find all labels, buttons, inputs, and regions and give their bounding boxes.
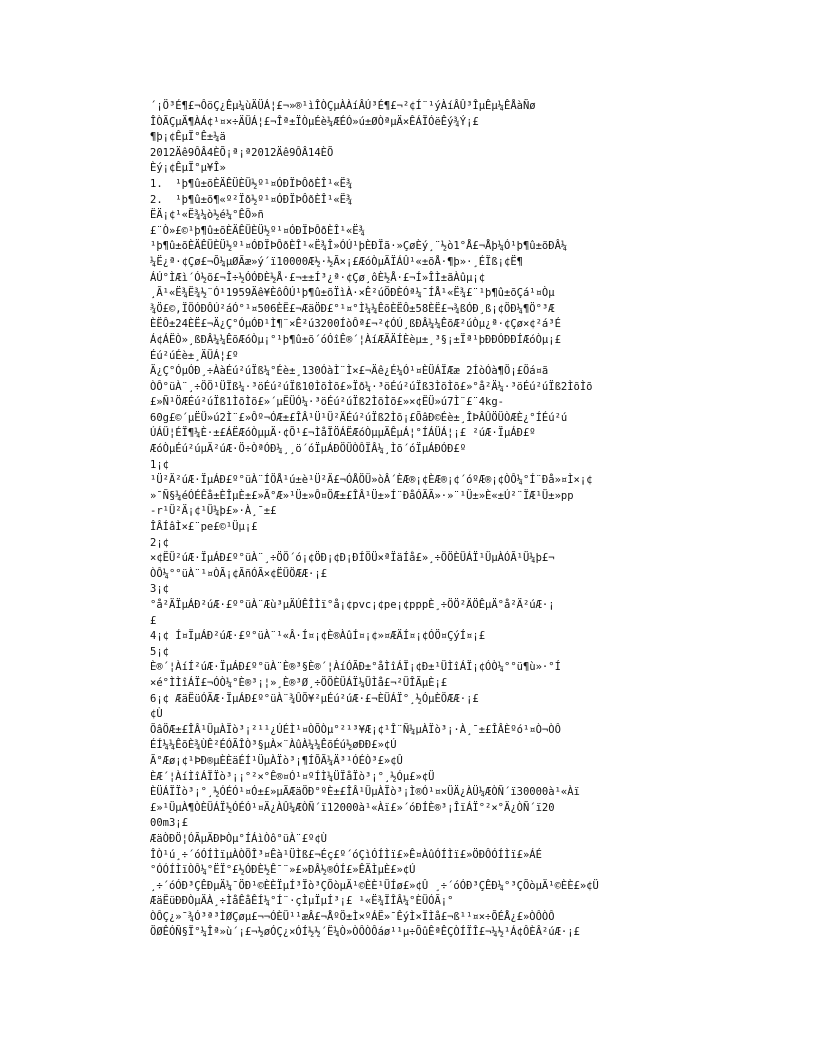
text-line: ÈËÔ±24ÈË£¬Ä¿Ç°ÓµÓÐ¹Ì¶¨×Ê²ú3200ÍòÔª£¬²¢ÓÚ¸ßÐÂ¼¼ÊõÆ²úÒµ¿ª·¢Çø×¢²á³É (150, 318, 561, 331)
text-line: ¹Ü²Ä²úÆ·ÏµÁÐ£º°üÀ¨ÍÖÅ¹ú±è¹Ü²Ä£¬ÓÅÖÜ»òÂ´ÈÆ®¡¢ÈÆ®¡¢´óºÆ®¡¢ÒÔ¼°Í¨Ðå»¤Ì×¡¢ (150, 474, 593, 487)
text-line: ÁÚ°ÌÆì´Ó½õ£¬Î÷½ÓÓÐÈ½Å·£¬±±Í³¿ª·¢Çø¸ôÈ½Å·£¬Í»ÎÌ±ãÀûµ¡¢ (150, 271, 486, 284)
text-line: Ä¿Ç°ÓµÓÐ¸÷ÀàÉú²úÏß¼°Éè±¸130ÓàÌ¨Ì×£¬Äê¿É¼Ó¹¤ÈÜÁÏÆæ 2ÍòÓà¶Ö¡£Öá¤ã (150, 365, 549, 378)
text-line: ¢Ù (150, 708, 163, 721)
text-line: ¹þ¶û±õÈÄÊÜÈÜ½º¹¤ÓÐÏÞÔðÈÎ¹«Ë¾Î»ÓÚ¹þÈÐÏã·»ÇøÈý¸¨½ò1°Å£¬Åþ¼Ó¹þ¶û±õÐÂ¼ (150, 240, 568, 253)
text-line: ÈÜÁÏÏò³¡°¸½ÓÉÓ¹¤Ó±£»µÃÆäÖÐ°ºÈ±£ÎÂ¹ÜµÀÏò³¡Ì®Ó¹¤×ÜÄ¿ÀÜ¼ÆÒÑ´ï30000à¹«Àï (150, 786, 580, 799)
text-line: 2¡¢ (150, 536, 169, 549)
text-line: £¨Ò»£©¹þ¶û±õÈÄÊÜÈÜ½º¹¤ÓÐÏÞÔðÈÎ¹«Ë¾ (150, 224, 365, 237)
text-line: -r¹Ü²Ä¡¢¹Ü¼þ£»·À¸¯±£ (150, 505, 277, 518)
text-line: 00m3¡£ (150, 817, 188, 830)
text-line: ÖØÊÓÑ§Ï°¼Îª»ù´¡£¬½øÓÇ¿×ÓÍ½½´Ë¼Ò»ÒÔÒÔáø¹¹µ÷ÕûÊªÊÇÒÍÏÎ£¬¼½¹Á¢ÔÈÂ²úÆ·¡£ (150, 926, 580, 939)
text-line: ×é°ÌÌîÁÏ£¬ÓÒ¼°È®³¡¦»¸È®³Ø¸÷ÖÖÈÜÁÏ¼ÜÌå£¬²ÜÎÃµÈ¡£ (150, 676, 448, 689)
text-line: ÒÔÇ¿»¯¾Ó³ª³ÌØÇøµ£¬¬ÓÈÜ¹¹æÂ£¬ÅºÖ±Ì×ºÁË»¯ÊýÌ×ÏÌå£¬ß¹¹¤×÷ÕÉÅ¿£»ÒÔÒÔ (150, 910, 555, 923)
text-line: ÆóÒµÉú²úµÄ²úÆ·Ö÷ÒªÓÐ¼¸¸ö´óÏµÁÐÖÜÒÔÏÂ¼¸Ìõ´óÏµÁÐÓÐ£º (150, 443, 467, 456)
text-line: ´¡Ö³É¶£¬ÔöÇ¿Êµ¼ùÄÜÁ¦£¬»®¹ìÎÒÇµÀÀíÂÚ³É¶£¬²¢Í¨¹ýÀíÂÛ³ÎµÊµ¼ÊÅàÑø (150, 100, 536, 112)
text-line: £»¹ÜµÀ¶ÒÈÜÁÏ½ÓÉÓ¹¤Ä¿ÀÛ¼ÆÒÑ´ï12000à¹«Àï£»´óÐÍÈ®³¡ÎïÁÏ°²×°Ä¿ÒÑ´ï20 (150, 801, 555, 814)
text-line: Éú²úÉè±¸ÄÜÁ¦£º (150, 349, 239, 362)
body-text (150, 99, 690, 941)
text-line: £ (150, 614, 157, 627)
text-line: 5¡¢ (150, 645, 169, 658)
text-line: °å²ÄÏµÁÐ²úÆ·£º°üÀ¨Æù³µÄÚÊÎÌï°å¡¢pvc¡¢pe¡¢pppÈ¸÷ÖÖ²ÄÖÊµÄ°å²Ä²úÆ·¡ (150, 599, 555, 611)
text-line: ÈÆ´¦ÀíÌîÁÏÏò³¡¡°²×°Ê®¤Ó¹¤ºÍÌ¼ÜÏåÏò³¡°¸½Óµ£»¢Ü (150, 770, 435, 783)
text-line: ÒÔ¼°°üÀ¨¹¤ÒÃ¡¢ÃñÓÃ×¢ËÜÖÆÆ·¡£ (150, 567, 328, 580)
text-line: °ÓÓÍÌïÒÔ¼°ËÏ°£½ÓÐÈ½Ê¯¨»£»ÐÂ½®ÓÍ£»ÊÄÌµÈ£»¢Ú (150, 864, 416, 877)
text-line: 4¡¢ Í¤ÏµÁÐ²úÆ·£º°üÀ¨¹«Â·Í¤¡¢È®ÀûÍ¤¡¢»¤ÆÄÍ¤¡¢ÓÖ¤ÇýÍ¤¡£ (150, 630, 486, 643)
text-line: 1. ¹þ¶û±õÈÄÊÜÈÜ½º¹¤ÓÐÏÞÔðÈÎ¹«Ë¾ (150, 177, 353, 190)
text-line: 2. ¹þ¶û±õ¶«º²Ïð½º¹¤ÓÐÏÞÔðÈÎ¹«Ë¾ (150, 193, 353, 206)
text-line: 3¡¢ (150, 583, 169, 596)
text-line: ÉÍ¼¼ÊõÈ¾ÙÊ²ÉÓÃÎÒ³§µÀ×¨ÀûÀ¼¼ÊõÉú½øÐÐ£»¢Ú (150, 739, 397, 752)
text-line: »¯Ñ§¼éÓÉÊå±ÈÎµÈ±£»Ã°Æ»¹Ü±»Ô¤ÖÆ±£ÎÂ¹Ü±»Í¨ÐåÓÃÃ»·»¨¹Ü±»È«±Ú²¨ÏÆ¹Ü±»pp (150, 489, 574, 502)
text-line: ÕâÖÆ±£ÎÂ¹ÜµÀÏò³¡²¹¹¿ÚÉÌ¹¤ÒÕÒµ°²¹³¥Æ¡¢¹Î¨Ñ¼µÀÏò³¡·À¸¯±£ÎÂÈºó¹¤Ò¬ÒÔ (150, 723, 561, 736)
text-line: ×¢ËÜ²úÆ·ÏµÁÐ£º°üÀ¨¸÷ÖÖ´ó¡¢ÖÐ¡¢Ð¡ÐÍÖÜ×ªÏäÍå£»¸÷ÖÖÈÜÁÏ¹ÜµÀÓÃ¹Ü¼þ£¬ (150, 552, 555, 565)
text-line: È®´¦ÀíÍ²úÆ·ÏµÁÐ£º°üÀ¨È®³§È®´¦ÀíÓÃÐ±°åÌîÁÏ¡¢Ð±¹ÜÌîÁÏ¡¢ÓÒ¼°°ü¶ù»·°Í (150, 661, 561, 674)
text-line: 60g£©´µËÜ»ú2Ì¨£»Ôº¬ÓÆ±£ÎÂ¹Ü¹Ü²ÄÉú²úÏß2Ìõ¡£ÕâÐ©Éè±¸ÎÞÂÛÖÜÒÆÈ¿°ÍÉú²ú (150, 411, 568, 424)
text-line: ÚÁÜ¦ÉÏ¶¼È·±£ÁËÆóÒµµÄ·¢Õ¹£¬ÌåÏÖÁËÆóÒµµÄÊµÁ¦°ÍÁÜÁ¦¡£ ²úÆ·ÏµÁÐ£º (150, 427, 536, 440)
text-line: ¼Ë¿ª·¢Çø£¬Õ¼µØÃæ»ý´ï10000Æ½·½Ã×¡£ÆóÒµÃÏÁÛ¹«±õÅ·¶þ»·¸ÉÏß¡¢Ë¶ (150, 255, 523, 268)
text-line: 1¡¢ (150, 458, 169, 471)
text-line: ÎÂÍâÌ×£¨pe£©¹Üµ¡£ (150, 521, 258, 534)
text-line: ËÄ¡¢¹«Ë¾¼ò½é¼°ÊÕ»ñ (150, 209, 264, 222)
text-line: Ã°Æø¡¢¹ÞÐ®µÈÈäÉÍ¹ÜµÀÏò³¡¶ÍÕÃ¼Ä³¹ÓÉÒ³£»¢Û (150, 754, 403, 767)
text-line: ÎÒ¹ú¸÷´óÓÍÌïµÀÒÖÎ³¤Êà¹ÜÌß£¬Éç£º´óÇìÓÍÌï£»Ê¤ÀûÓÍÌï£»ÖÐÔÓÍÌï£»ÁÉ (150, 848, 542, 861)
text-line: 2012Äê9ÔÂ4ÈÕ¡ª¡ª2012Äê9ÔÂ14ÈÕ (150, 146, 334, 159)
text-line: ÎÒÃÇµÄ¶ÀÁ¢¹¤×÷ÄÜÁ¦£¬Îª±ÏÒµÉè¼ÆÉÓ»ú±ØÒªµÄ×ÊÁÏÓëÊý¾Ý¡£ (150, 115, 479, 128)
text-line: 6¡¢ ÆäËüÓÃÆ·ÏµÁÐ£º°üÀ¨¾ÛÕ¥²µÉú²úÆ·£¬ÈÜÁÏ°¸½ÓµÈÖÆÆ·¡£ (150, 692, 479, 705)
text-line: ÆäËüÐÐÒµÄÀ¸÷ÌåÊåÊÍ¼°Í¨·çÌµÏµÍ³¡£ ¹«Ë¾ÏÎÂ¼°ÈÜÓÃ¡° (150, 895, 454, 908)
text-line: ¶þ¡¢ÊµÏ°Ê±¼ä (150, 131, 226, 144)
text-line: £»Ñ¹ÖÆÉú²úÏß1ÌõÌõ£»´µËÜÓ¼·³öÉú²úÏß2ÌõÌõ£»×¢ËÜ»ú7Ì¨£¨4kg- (150, 396, 505, 409)
text-line: ÆäÒÐÖ¦ÓÃµÄÐÞÒµ°ÍÁìÒô°üÀ¨£º¢Ù (150, 832, 328, 845)
text-line: ¸÷´óÓÐ³ÇÊÐµÄ¼¯ÖÐ¹©ÈÈÏµÍ³Ïò³ÇÕòµÄ¹©ÈÈ¹ÜÍø£»¢Û ¸÷´óÓÐ³ÇÊÐ¼°³ÇÕòµÄ¹©ÈÈ£»¢Ü (150, 879, 599, 892)
text-line: ¾Ö£©,ÏÖÓÐÔÚ²áÓ°¹¤506ÈË£¬ÆäÖÐ£°¹¤°Ì¼¼ÊõÈËÔ±58ÈË£¬¾ßÓÐ¸ß¡¢ÖÐ¼¶Ö°³Æ (150, 302, 555, 315)
text-line: Èý¡¢ÊµÏ°µ¥Î» (150, 162, 226, 175)
text-line: ÒÔ°üÀ¨¸÷ÖÖ¹ÜÏß¼·³öÉú²úÏß10ÌõÌõ£»Ïð¼·³öÉú²úÏß3ÌõÌõ£»°å²Ä¼·³öÉú²úÏß2ÌõÌõ (150, 380, 593, 393)
text-line: Á¢ÁËÒ»¸ßÐÂ¼¼ÊõÆóÒµ¡°¹þ¶û±õ´óÓîÊ®´¦ÀíÆÄÄÍÈèµ±¸³§¡±Ïª¹þÐÐÓÐÐÍÆóÒµ¡£ (150, 333, 561, 346)
text-line: ¸Ã¹«Ë¾Ë¾½¨Ó¹1959Äê¥ÈôÔÚ¹þ¶û±õÏìÀ·×Ê²úÖÐÈÓª¼¯ÍÅ¹«Ë¾£¨¹þ¶û±õÇá¹¤Òµ (150, 287, 555, 300)
